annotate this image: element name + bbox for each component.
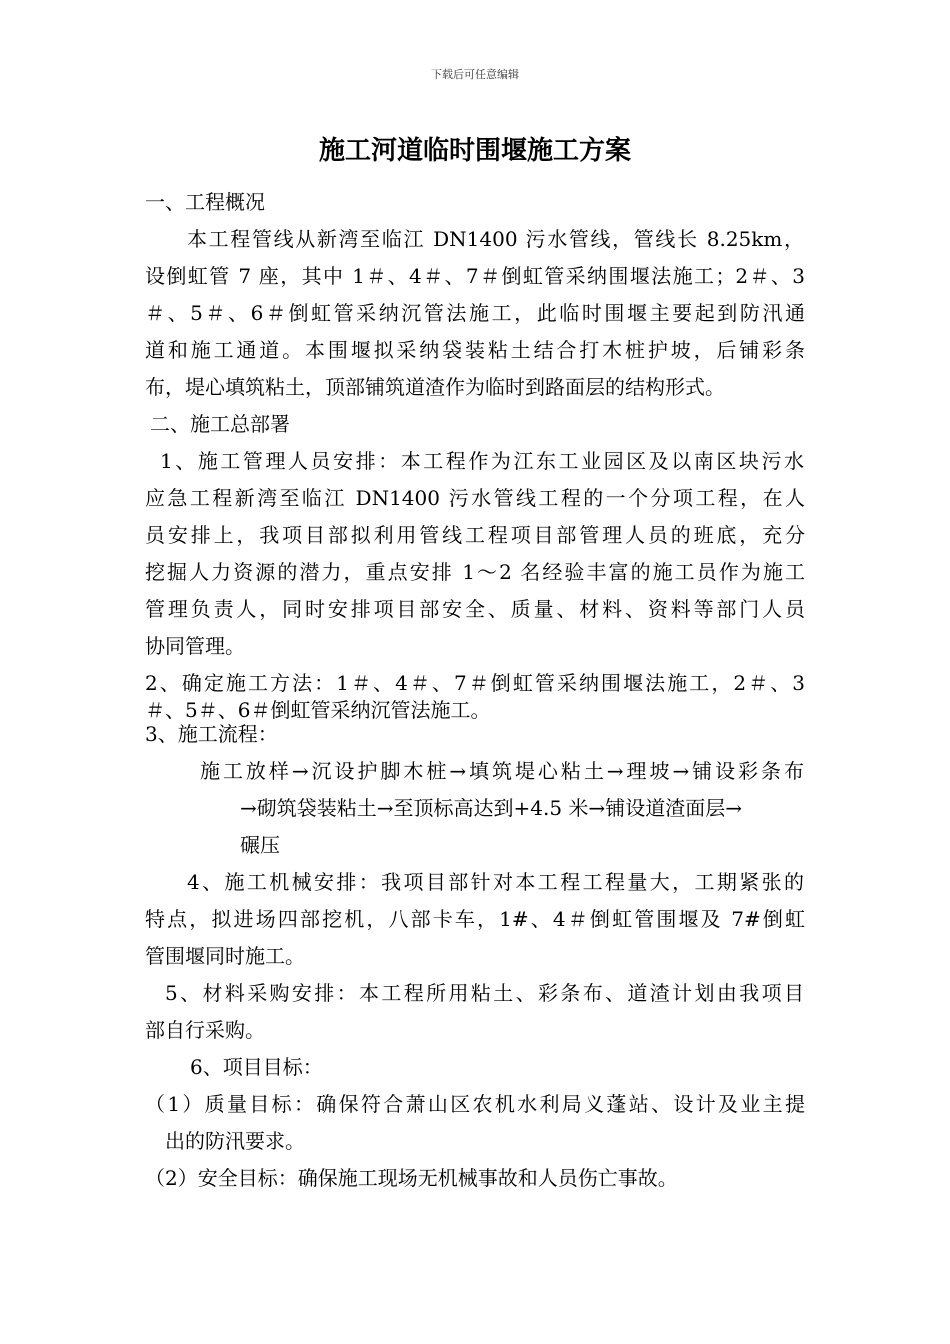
document-title: 施工河道临时围堰施工方案 [318,136,631,166]
paragraph-line: 特点，拟进场四部挖机，八部卡车，1#、4＃倒虹管围堰及 7#倒虹 [145,907,805,931]
paragraph-line: 1、施工管理人员安排：本工程作为江东工业园区及以南区块污水 [160,449,804,473]
paragraph-line: ＃、5＃、6＃倒虹管采纳沉管法施工。 [145,698,491,722]
paragraph-line: 出的防汛要求。 [165,1129,305,1153]
section-heading-deployment: 二、施工总部署 [150,412,290,436]
paragraph-line: （2）安全目标：确保施工现场无机械事故和人员伤亡事故。 [145,1166,678,1190]
paragraph-line: 协同管理。 [145,634,245,658]
paragraph-line: 道和施工通道。本围堰拟采纳袋装粘土结合打木桩护坡，后铺彩条 [145,338,805,362]
flow-line: 碾压 [240,833,280,857]
paragraph-line: ＃、5＃、6＃倒虹管采纳沉管法施工，此临时围堰主要起到防汛通 [145,301,805,325]
paragraph-line: 3、施工流程： [145,722,278,746]
paragraph-line: 2、确定施工方法：1＃、4＃、7＃倒虹管采纳围堰法施工，2＃、3 [145,671,805,695]
paragraph-line: 应急工程新湾至临江 DN1400 污水管线工程的一个分项工程，在人 [145,486,805,510]
section-heading-overview: 一、工程概况 [145,190,265,214]
paragraph-line: 管围堰同时施工。 [145,944,305,968]
paragraph-line: 部自行采购。 [145,1018,265,1042]
paragraph-line: （1）质量目标：确保符合萧山区农机水利局义蓬站、设计及业主提 [145,1092,805,1116]
header-note: 下载后可任意编辑 [431,68,519,81]
paragraph-line: 挖掘人力资源的潜力，重点安排 1～2 名经验丰富的施工员作为施工 [145,560,805,584]
paragraph-line: 员安排上，我项目部拟利用管线工程项目部管理人员的班底，充分 [145,523,805,547]
paragraph-line: 4、施工机械安排：我项目部针对本工程工程量大，工期紧张的 [187,870,804,894]
paragraph-line: 设倒虹管 7 座，其中 1＃、4＃、7＃倒虹管采纳围堰法施工；2＃、3 [145,264,805,288]
paragraph-line: 管理负责人，同时安排项目部安全、质量、材料、资料等部门人员 [145,597,805,621]
flow-line: 施工放样→沉设护脚木桩→填筑堤心粘土→理坡→铺设彩条布 [200,759,804,783]
paragraph-line: 6、项目目标： [190,1055,323,1079]
paragraph-line: 本工程管线从新湾至临江 DN1400 污水管线，管线长 8.25km， [187,227,804,251]
paragraph-line: 布，堤心填筑粘土，顶部铺筑道渣作为临时到路面层的结构形式。 [145,375,725,399]
paragraph-line: 5、材料采购安排：本工程所用粘土、彩条布、道渣计划由我项目 [165,981,804,1005]
flow-line: →砌筑袋装粘土→至顶标高达到+4.5 米→铺设道渣面层→ [240,796,742,820]
